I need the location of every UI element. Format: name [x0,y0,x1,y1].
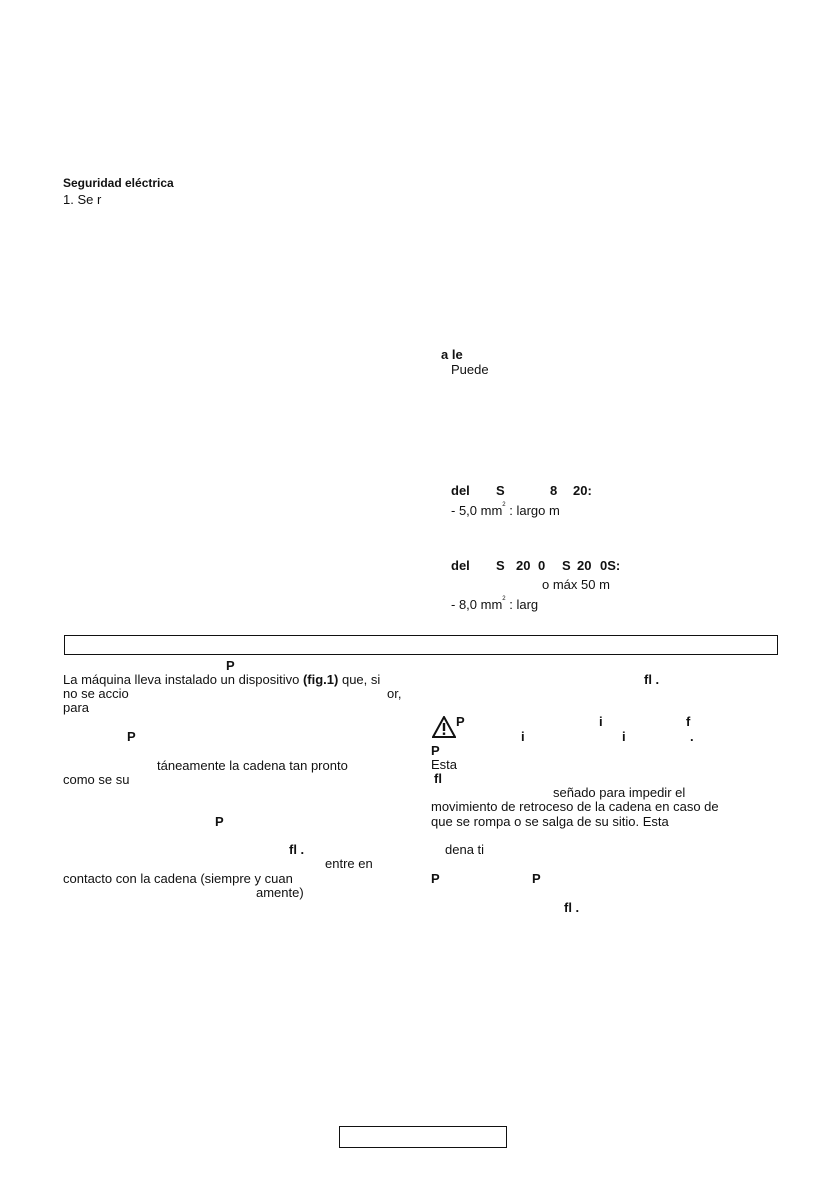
right-fl: fl [434,771,442,786]
spec1-20: 20: [573,483,592,498]
left-p-mark-1: P [226,658,235,673]
spec2-20a: 20 [516,558,531,573]
warn-dot: . [690,729,694,744]
right-esta: Esta [431,757,458,772]
left-line-2b: or, [387,686,402,701]
right-p-mark-b: P [532,871,541,886]
left-line-6: entre en [325,856,373,871]
cable-spec-2-line [451,598,538,612]
electrical-safety-item-1: 1. Se r [63,192,102,207]
right-line-1: señado para impedir el [553,785,686,800]
cable-spec-2-max: o máx 50 m [542,577,610,592]
spec2-del: del [451,558,470,573]
left-line-2a: no se accio [63,686,129,701]
spec2-20b: 20 [577,558,592,573]
left-fig-mark: fl . [289,842,305,857]
left-p-mark-2: P [127,729,136,744]
spec1-del: del [451,483,470,498]
spec2-0: 0 [538,558,546,573]
left-line-5: como se su [63,772,130,787]
spec2-rest: : larg [509,597,539,612]
spec2-superscript: 2 [502,596,506,602]
warn-p: P [456,714,465,729]
left-line-3: para [63,700,90,715]
spec1-rest: : largo m [509,503,560,518]
warn-i1: i [599,714,603,729]
cable-spec-1-line [451,504,560,518]
spec2-0s: 0S: [600,558,621,573]
left-line-4: táneamente la cadena tan pronto [157,758,348,773]
fig-1-reference: (fig.1) [302,672,339,687]
right-fig-mark-2: fl . [564,900,580,915]
left-line-8: amente) [256,885,304,900]
left-line-7: contacto con la cadena (siempre y cuan [63,871,293,886]
right-fig-mark-1: fl . [644,672,660,687]
right-line-2: movimiento de retroceso de la cadena en caso de [431,799,719,814]
right-p-mark-a: P [431,871,440,886]
spec1-superscript: 2 [502,502,506,508]
warning-triangle-icon [432,716,456,738]
spec1-value: - 5,0 mm [451,503,503,518]
section-title-box [64,635,778,655]
spec1-8: 8 [550,483,558,498]
warn-i3: i [622,729,626,744]
left-p-mark-3: P [215,814,224,829]
right-fragment-heading: a le [441,347,463,362]
left-line-1a: La máquina lleva instalado un dispositivo [63,672,300,687]
spec1-s: S [496,483,505,498]
spec2-s2: S [562,558,571,573]
warn-f: f [686,714,691,729]
right-line-3: que se rompa o se salga de su sitio. Esta [431,814,669,829]
spec2-s: S [496,558,505,573]
page-number-box [339,1126,507,1148]
warn-i2: i [521,729,525,744]
right-line-4: dena ti [445,842,485,857]
right-p-mark: P [431,743,440,758]
right-fragment-text: Puede [451,362,489,377]
left-line-1c: que, si [341,672,381,687]
spec2-value: - 8,0 mm [451,597,503,612]
section-heading-electrical-safety: Seguridad eléctrica [63,176,174,190]
